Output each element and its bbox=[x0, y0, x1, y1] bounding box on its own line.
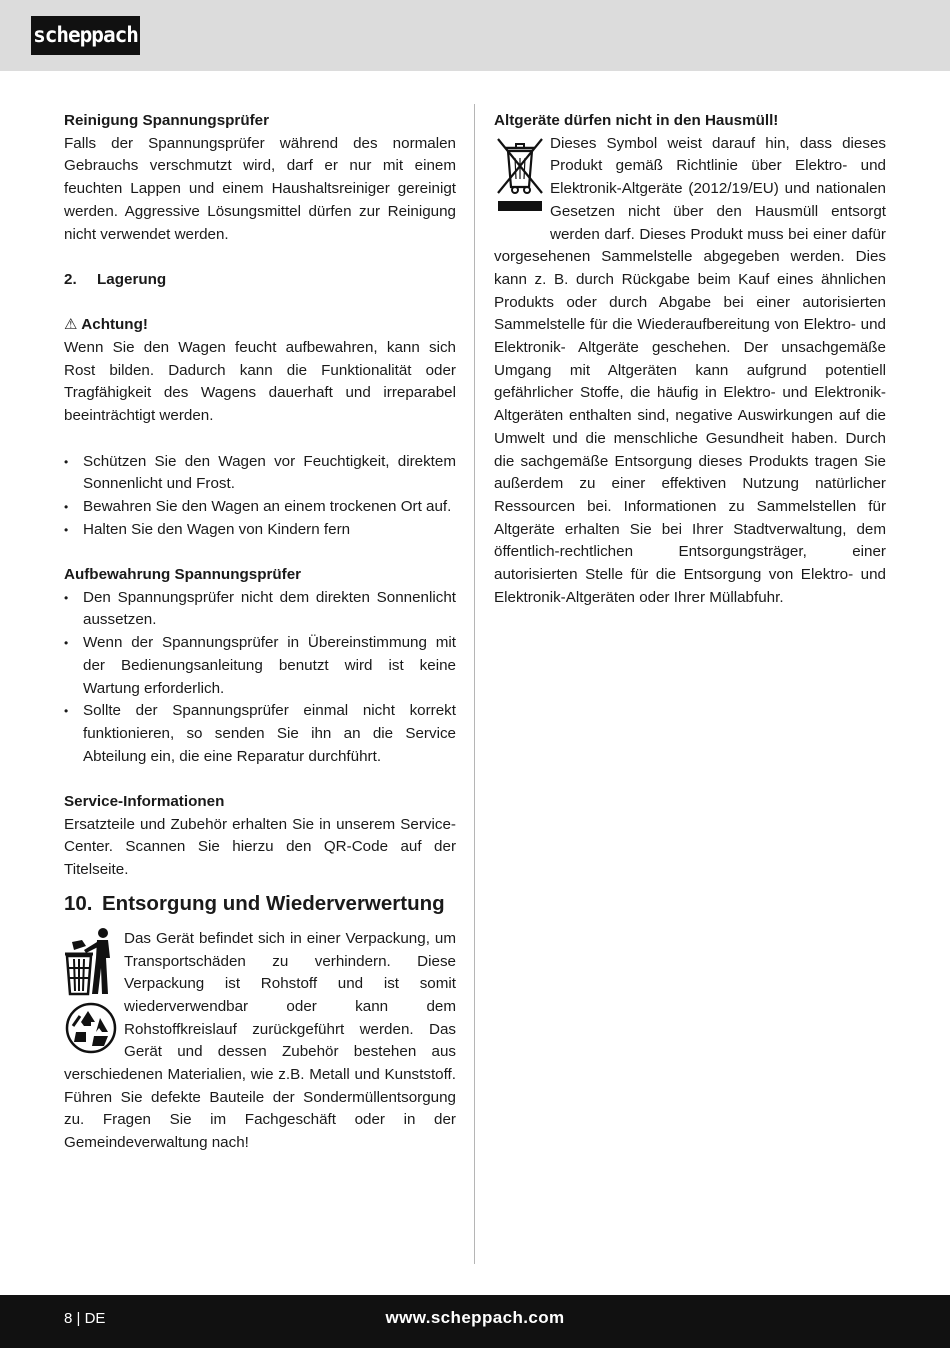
cleaning-paragraph: Falls der Spannungsprüfer während des normalen Gebrauchs verschmutzt wird, darf er nur mit einem feuchten Lappen und einem Haushaltsreiniger gereinigt werden. Aggressive Lösungsmittel dürfen zur Reinigung nicht verwendet werden. bbox=[64, 134, 456, 243]
weee-heading: Altgeräte dürfen nicht in den Hausmüll! bbox=[494, 112, 779, 129]
recycling-icon bbox=[64, 1002, 118, 1054]
storage-heading bbox=[64, 269, 456, 292]
disposal-paragraph: Das Gerät befindet sich in einer Verpackung, um Transportschäden zu verhindern. Diese Verpackung ist Rohstoff und ist somit wiederverwendbar oder kann dem Rohstoffkreislauf zurückgeführt werden. Das Gerät und dessen Zubehör bestehen aus verschiedenen Materialien, wie z.B. Metall und Kunststoff. Führen Sie defekte Bauteile der Sondermüllentsorgung zu. Fragen Sie im Fachgeschäft oder in der Gemeindeverwaltung nach! bbox=[64, 929, 456, 1152]
warning-heading bbox=[64, 314, 456, 337]
storage-number: 2. bbox=[64, 270, 77, 288]
disposal-icons bbox=[64, 928, 124, 1060]
warning-paragraph: Wenn Sie den Wagen feucht aufbewahren, kann sich Rost bilden. Dadurch kann die Funktionalität oder Tragfähigkeit des Wagens dauerhaft und irreparabel beeinträchtigt werden. bbox=[64, 339, 456, 425]
warning-triangle-icon: ⚠ bbox=[64, 316, 78, 334]
list-item: • Den Spannungsprüfer nicht dem direkten Sonnenlicht aussetzen. bbox=[64, 587, 456, 632]
right-column bbox=[494, 110, 886, 609]
page-header bbox=[0, 0, 950, 71]
service-paragraph: Ersatzteile und Zubehör erhalten Sie in unserem Service-Center. Scannen Sie hierzu den QR-Code auf der Titelseite. bbox=[64, 815, 456, 879]
service-heading: Service-Informationen bbox=[64, 793, 225, 811]
list-item: • Sollte der Spannungsprüfer einmal nicht korrekt funktionieren, so senden Sie ihn an die Service Abteilung ein, die eine Reparatur durchführt. bbox=[64, 700, 456, 768]
crossed-out-wheelie-bin-icon bbox=[494, 133, 546, 225]
weee-symbol bbox=[494, 133, 550, 225]
section-10-number: 10. bbox=[64, 891, 93, 915]
section-10-title: Entsorgung und Wiederverwertung bbox=[102, 891, 445, 915]
website-url[interactable]: www.scheppach.com bbox=[385, 1308, 565, 1327]
weee-paragraph: Dieses Symbol weist darauf hin, dass dieses Produkt gemäß Richtlinie über Elektro- und Elektronik-Altgeräte (2012/19/EU) und nationalen Gesetzen nicht über den Hausmüll entsorgt werden darf. Dieses Produkt muss bei einer dafür vorgesehenen Sammelstelle abgegeben werden. Dies kann z. B. durch Rückgabe beim Kauf eines ähnlichen Produkts oder durch Abgabe bei einer autorisierten Sammelstelle für die Wiederaufbereitung von Elektro- und Elektronik- Altgeräte geschehen. Der unsachgemäße Umgang mit Altgeräten kann aufgrund potentiell gefährlicher Stoffe, die häufig in Elektro- und Elektronik-Altgeräten enthalten sind, negative Auswirkungen auf die Umwelt und die menschliche Gesundheit haben. Durch die sachgemäße Entsorgung dieses Produkts tragen Sie außerdem zu einer effektiven Nutzung natürlicher Ressourcen bei. Informationen zu Sammelstellen für Altgeräte erhalten Sie bei Ihrer Stadtverwaltung, dem öffentlich-rechtlichen Entsorgungsträger, einer autorisierten Stelle für die Entsorgung von Elektro- und Elektronik-Altgeräten oder Ihrer Müllabfuhr. bbox=[494, 134, 886, 606]
dispose-in-bin-icon bbox=[64, 928, 122, 996]
page-number: 8 | DE bbox=[64, 1310, 106, 1327]
storage-title: Lagerung bbox=[97, 270, 167, 288]
tester-storage-list bbox=[64, 587, 456, 769]
cleaning-heading: Reinigung Spannungsprüfer bbox=[64, 112, 270, 129]
tester-storage-heading: Aufbewahrung Spannungsprüfer bbox=[64, 566, 302, 583]
left-column bbox=[64, 110, 456, 1155]
page-footer bbox=[0, 1295, 950, 1348]
list-item: • Bewahren Sie den Wagen an einem trockenen Ort auf. bbox=[64, 496, 456, 519]
storage-list bbox=[64, 451, 456, 542]
column-divider bbox=[474, 104, 475, 1264]
section-10-heading bbox=[64, 890, 456, 918]
warning-title: Achtung! bbox=[81, 316, 148, 334]
list-item: • Schützen Sie den Wagen vor Feuchtigkeit, direktem Sonnenlicht und Frost. bbox=[64, 451, 456, 496]
list-item: • Wenn der Spannungsprüfer in Übereinstimmung mit der Bedienungsanleitung benutzt wird ist keine Wartung erforderlich. bbox=[64, 632, 456, 700]
list-item: • Halten Sie den Wagen von Kindern fern bbox=[64, 519, 456, 542]
scheppach-logo: scheppach bbox=[31, 16, 140, 55]
disposal-block bbox=[64, 928, 456, 1155]
